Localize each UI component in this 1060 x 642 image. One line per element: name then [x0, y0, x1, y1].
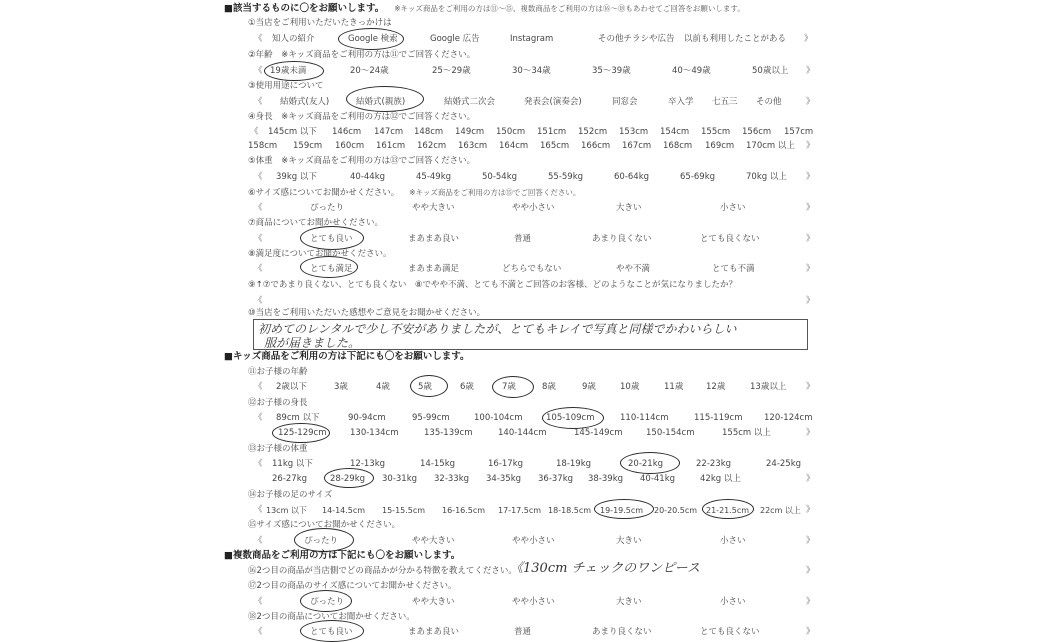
q6-option[interactable]: 大きい [616, 203, 642, 213]
open-bracket: 《 [254, 536, 263, 546]
open-bracket: 《 [254, 264, 263, 274]
q4-option[interactable]: 166cm [581, 141, 611, 151]
q4-option[interactable]: 165cm [540, 141, 570, 151]
q18-option[interactable]: とても良くない [700, 627, 760, 637]
open-bracket: 《 [250, 127, 259, 137]
q7-option[interactable]: 普通 [514, 234, 532, 244]
q14-option[interactable]: 16-16.5cm [442, 506, 486, 515]
q4-option[interactable]: 156cm [742, 127, 772, 137]
q12-option[interactable]: 130-134cm [350, 428, 399, 438]
close-bracket: 》 [806, 382, 815, 392]
q9-label: ⑨↑⑦であまり良くない、とても良くない ⑧でやや不満、とても不満とご回答のお客様、どのようなことが気になりましたか？ [248, 280, 737, 290]
q6-label-text: ⑥サイズ感についてお聞かせください。 [248, 188, 400, 198]
q13-option[interactable]: 32-33kg [434, 474, 470, 484]
comment-box[interactable] [253, 319, 808, 350]
q14-option[interactable]: 14-14.5cm [322, 506, 366, 515]
header-note: ※キッズ商品をご利用の方は⑪～⑮、複数商品をご利用の方は⑯～⑱もあわせてご回答をお願いします。 [394, 4, 745, 13]
q12-option[interactable]: 155cm 以上 [722, 428, 771, 438]
q13-option[interactable]: 42kg 以上 [700, 474, 741, 484]
q12-option[interactable]: 125-129cm [278, 428, 327, 438]
q10-label: ⑩当店をご利用いただいた感想やご意見をお聞かせください。 [248, 308, 486, 318]
q7-option[interactable]: まあまあ良い [408, 234, 460, 244]
q6-label [248, 187, 580, 199]
q4-option[interactable]: 155cm [701, 127, 731, 137]
q5-option[interactable]: 50-54kg [482, 172, 518, 182]
q7-option[interactable]: あまり良くない [592, 234, 652, 244]
q5-option[interactable]: 45-49kg [416, 172, 452, 182]
open-bracket: 《 [254, 296, 263, 306]
open-bracket: 《 [254, 66, 263, 76]
q13-option[interactable]: 26-27kg [272, 474, 308, 484]
close-bracket: 》 [806, 203, 815, 213]
kids-section-title: ■キッズ商品をご利用の方は下記にも〇をお願いします。 [224, 351, 470, 362]
q17-option[interactable]: やや小さい [512, 597, 555, 607]
q2-option[interactable]: 20～24歳 [350, 66, 389, 76]
q14-label: ⑭お子様の足のサイズ [248, 490, 333, 500]
survey-header [224, 3, 745, 14]
q6-option[interactable]: やや大きい [412, 203, 455, 213]
q17-option[interactable]: 大きい [616, 597, 642, 607]
q7-option[interactable]: とても良くない [700, 234, 760, 244]
q17-option[interactable]: ぴったり [310, 597, 345, 607]
close-bracket: 》 [806, 597, 815, 607]
q8-option[interactable]: どちらでもない [502, 264, 562, 274]
close-bracket: 》 [806, 97, 815, 107]
q12-option[interactable]: 90-94cm [348, 413, 386, 423]
comment-line-2: 服が届きました。 [264, 336, 361, 350]
q12-option[interactable]: 89cm 以下 [276, 413, 320, 423]
q11-option[interactable]: 13歳以上 [750, 382, 787, 392]
open-bracket: 《 [254, 505, 263, 515]
open-bracket: 《 [254, 413, 263, 423]
close-bracket: 》 [806, 474, 815, 484]
q1-option[interactable]: その他チラシや広告 [598, 34, 675, 44]
close-bracket: 》 [806, 172, 815, 182]
q12-option[interactable]: 95-99cm [412, 413, 450, 423]
close-bracket: 》 [806, 66, 815, 76]
comment-line-1: 初めてのレンタルで少し不安がありましたが、とてもキレイで写真と同様でかわいらしい [258, 322, 737, 336]
q4-option[interactable]: 153cm [619, 127, 649, 137]
header-title: ■該当するものに〇をお願いします。 [224, 3, 385, 14]
q8-label: ⑧満足度についてお聞かせください。 [248, 249, 392, 259]
close-bracket: 》 [806, 296, 815, 306]
q2-option[interactable]: 25～29歳 [432, 66, 471, 76]
q12-option[interactable]: 150-154cm [646, 428, 695, 438]
q4-option[interactable]: 161cm [376, 141, 406, 151]
close-bracket: 》 [806, 505, 815, 515]
q4-label: ④身長 ※キッズ商品をご利用の方は⑫でご回答ください。 [248, 112, 476, 122]
q6-option[interactable]: ぴったり [310, 203, 345, 213]
q12-option[interactable]: 140-144cm [498, 428, 547, 438]
q4-option[interactable]: 147cm [374, 127, 404, 137]
q15-option[interactable]: ぴったり [304, 536, 339, 546]
q4-option[interactable]: 157cm [784, 127, 814, 137]
close-bracket: 》 [806, 566, 815, 576]
q2-option[interactable]: 50歳以上 [752, 66, 789, 76]
q3-label: ③使用用途について [248, 81, 324, 91]
q4-option[interactable]: 154cm [660, 127, 690, 137]
q2-label: ②年齢 ※キッズ商品をご利用の方は⑪でご回答ください。 [248, 50, 476, 60]
q6-note: ※キッズ商品をご利用の方は⑮でご回答ください。 [409, 188, 581, 197]
q17-option[interactable]: やや大きい [412, 597, 455, 607]
q11-option[interactable]: 2歳以下 [276, 382, 307, 392]
q4-option[interactable]: 170cm 以上 [746, 141, 795, 151]
q4-option[interactable]: 159cm [293, 141, 323, 151]
q2-option[interactable]: 19歳未満 [270, 66, 307, 76]
q11-option[interactable]: 3歳 [334, 382, 348, 392]
q5-option[interactable]: 39kg 以下 [276, 172, 317, 182]
open-bracket: 《 [254, 627, 263, 637]
q4-option[interactable]: 150cm [496, 127, 526, 137]
close-bracket: 》 [806, 234, 815, 244]
q4-option[interactable]: 152cm [578, 127, 608, 137]
q1-option[interactable]: 知人の紹介 [272, 34, 315, 44]
open-bracket: 《 [254, 459, 263, 469]
q13-option[interactable]: 30-31kg [382, 474, 418, 484]
close-bracket: 》 [806, 141, 815, 151]
q1-option[interactable]: 以前も利用したことがある [684, 34, 787, 44]
q12-option[interactable]: 100-104cm [474, 413, 523, 423]
open-bracket: 《 [254, 97, 263, 107]
q8-option[interactable]: やや不満 [616, 264, 651, 274]
q14-option[interactable]: 22cm 以上 [760, 506, 801, 515]
q3-option[interactable]: 結婚式(親族) [356, 97, 406, 107]
q12-option[interactable]: 120-124cm [764, 413, 813, 423]
q11-option[interactable]: 12歳 [706, 382, 726, 392]
q12-label: ⑫お子様の身長 [248, 398, 308, 408]
q1-option[interactable]: Google 検索 [348, 34, 398, 44]
q13-label: ⑬お子様の体重 [248, 444, 308, 454]
q14-option[interactable]: 21-21.5cm [706, 506, 750, 515]
q11-option[interactable]: 7歳 [502, 382, 516, 392]
q13-option[interactable]: 18-19kg [556, 459, 592, 469]
q13-option[interactable]: 20-21kg [628, 459, 664, 469]
q2-option[interactable]: 30～34歳 [512, 66, 551, 76]
q13-option[interactable]: 38-39kg [588, 474, 624, 484]
q3-option[interactable]: その他 [756, 97, 782, 107]
q15-option[interactable]: 小さい [720, 536, 746, 546]
q5-option[interactable]: 60-64kg [614, 172, 650, 182]
q13-option[interactable]: 22-23kg [696, 459, 732, 469]
q18-option[interactable]: あまり良くない [592, 627, 652, 637]
q7-label: ⑦商品についてお聞かせください。 [248, 218, 383, 228]
open-bracket: 《 [254, 382, 263, 392]
q14-option[interactable]: 15-15.5cm [382, 506, 426, 515]
q11-label: ⑪お子様の年齢 [248, 367, 308, 377]
close-bracket: 》 [806, 428, 815, 438]
q2-option[interactable]: 35～39歳 [592, 66, 631, 76]
q18-option[interactable]: 普通 [514, 627, 532, 637]
q18-option[interactable]: まあまあ良い [408, 627, 460, 637]
q11-option[interactable]: 4歳 [376, 382, 390, 392]
q12-option[interactable]: 110-114cm [620, 413, 669, 423]
q12-option[interactable]: 145-149cm [574, 428, 623, 438]
q8-option[interactable]: まあまあ満足 [408, 264, 460, 274]
q11-option[interactable]: 8歳 [542, 382, 556, 392]
q4-option[interactable]: 163cm [458, 141, 488, 151]
q4-option[interactable]: 145cm 以下 [268, 127, 317, 137]
q4-option[interactable]: 158cm [248, 141, 278, 151]
q15-label: ⑮サイズ感についてお聞かせください。 [248, 520, 401, 530]
q11-option[interactable]: 6歳 [460, 382, 474, 392]
close-bracket: 》 [804, 34, 813, 44]
q5-option[interactable]: 55-59kg [548, 172, 584, 182]
q1-option[interactable]: Instagram [510, 34, 554, 44]
q17-option[interactable]: 小さい [720, 597, 746, 607]
q7-option[interactable]: とても良い [310, 234, 353, 244]
q15-option[interactable]: やや小さい [512, 536, 555, 546]
q13-option[interactable]: 24-25kg [766, 459, 802, 469]
q3-option[interactable]: 結婚式(友人) [280, 97, 330, 107]
q11-option[interactable]: 9歳 [582, 382, 596, 392]
q3-option[interactable]: 発表会(演奏会) [524, 97, 582, 107]
q1-label: ①当店をご利用いただいたきっかけは [248, 18, 392, 28]
q4-option[interactable]: 164cm [499, 141, 529, 151]
q3-option[interactable]: 卒入学 [668, 97, 694, 107]
q13-option[interactable]: 12-13kg [350, 459, 386, 469]
q4-option[interactable]: 167cm [622, 141, 652, 151]
q11-option[interactable]: 10歳 [620, 382, 640, 392]
q13-option[interactable]: 40-41kg [640, 474, 676, 484]
q12-option[interactable]: 135-139cm [424, 428, 473, 438]
q5-option[interactable]: 70kg 以上 [746, 172, 787, 182]
q14-option[interactable]: 17-17.5cm [498, 506, 542, 515]
q5-option[interactable]: 65-69kg [680, 172, 716, 182]
q17-label: ⑰2つ目の商品のサイズ感についてお聞かせください。 [248, 581, 457, 591]
q4-option[interactable]: 169cm [705, 141, 735, 151]
q11-option[interactable]: 11歳 [664, 382, 684, 392]
q18-label: ⑱2つ目の商品についてお聞かせください。 [248, 612, 415, 622]
q4-option[interactable]: 149cm [455, 127, 485, 137]
q5-label: ⑤体重 ※キッズ商品をご利用の方は⑬でご回答ください。 [248, 156, 476, 166]
q8-option[interactable]: とても不満 [712, 264, 755, 274]
q15-option[interactable]: 大きい [616, 536, 642, 546]
q1-option[interactable]: Google 広告 [430, 34, 480, 44]
q3-option[interactable]: 結婚式二次会 [444, 97, 496, 107]
q3-option[interactable]: 七五三 [712, 97, 738, 107]
q15-option[interactable]: やや大きい [412, 536, 455, 546]
close-bracket: 》 [806, 264, 815, 274]
q2-option[interactable]: 40～49歳 [672, 66, 711, 76]
q13-option[interactable]: 34-35kg [486, 474, 522, 484]
open-bracket: 《 [254, 203, 263, 213]
open-bracket: 《 [254, 234, 263, 244]
close-bracket: 》 [806, 627, 815, 637]
q8-option[interactable]: とても満足 [310, 264, 353, 274]
multi-section-title: ■複数商品をご利用の方は下記にも〇をお願いします。 [224, 550, 461, 561]
q11-option[interactable]: 5歳 [418, 382, 432, 392]
q14-option[interactable]: 20-20.5cm [654, 506, 698, 515]
close-bracket: 》 [806, 536, 815, 546]
q13-option[interactable]: 11kg 以下 [272, 459, 313, 469]
q14-option[interactable]: 19-19.5cm [600, 506, 644, 515]
q5-option[interactable]: 40-44kg [350, 172, 386, 182]
q14-option[interactable]: 13cm 以下 [266, 506, 307, 515]
open-bracket: 《 [254, 597, 263, 607]
open-bracket: 《 [254, 172, 263, 182]
q6-option[interactable]: やや小さい [512, 203, 555, 213]
q18-option[interactable]: とても良い [310, 627, 353, 637]
q6-option[interactable]: 小さい [720, 203, 746, 213]
q13-option[interactable]: 36-37kg [538, 474, 574, 484]
q13-option[interactable]: 14-15kg [420, 459, 456, 469]
q13-option[interactable]: 16-17kg [488, 459, 524, 469]
q4-option[interactable]: 146cm [332, 127, 362, 137]
q12-option[interactable]: 115-119cm [694, 413, 743, 423]
q4-option[interactable]: 160cm [335, 141, 365, 151]
q3-option[interactable]: 同窓会 [612, 97, 638, 107]
q4-option[interactable]: 168cm [663, 141, 693, 151]
q13-option[interactable]: 28-29kg [330, 474, 366, 484]
q4-option[interactable]: 148cm [414, 127, 444, 137]
q4-option[interactable]: 162cm [417, 141, 447, 151]
q14-option[interactable]: 18-18.5cm [548, 506, 592, 515]
q4-option[interactable]: 151cm [537, 127, 567, 137]
q12-option[interactable]: 105-109cm [546, 413, 595, 423]
q16-answer[interactable]: 《130cm チェックのワンピース [510, 561, 700, 576]
open-bracket: 《 [254, 34, 263, 44]
q16-label: ⑯2つ目の商品が当店側でどの商品かが分かる特徴を教えてください。 [248, 566, 517, 576]
